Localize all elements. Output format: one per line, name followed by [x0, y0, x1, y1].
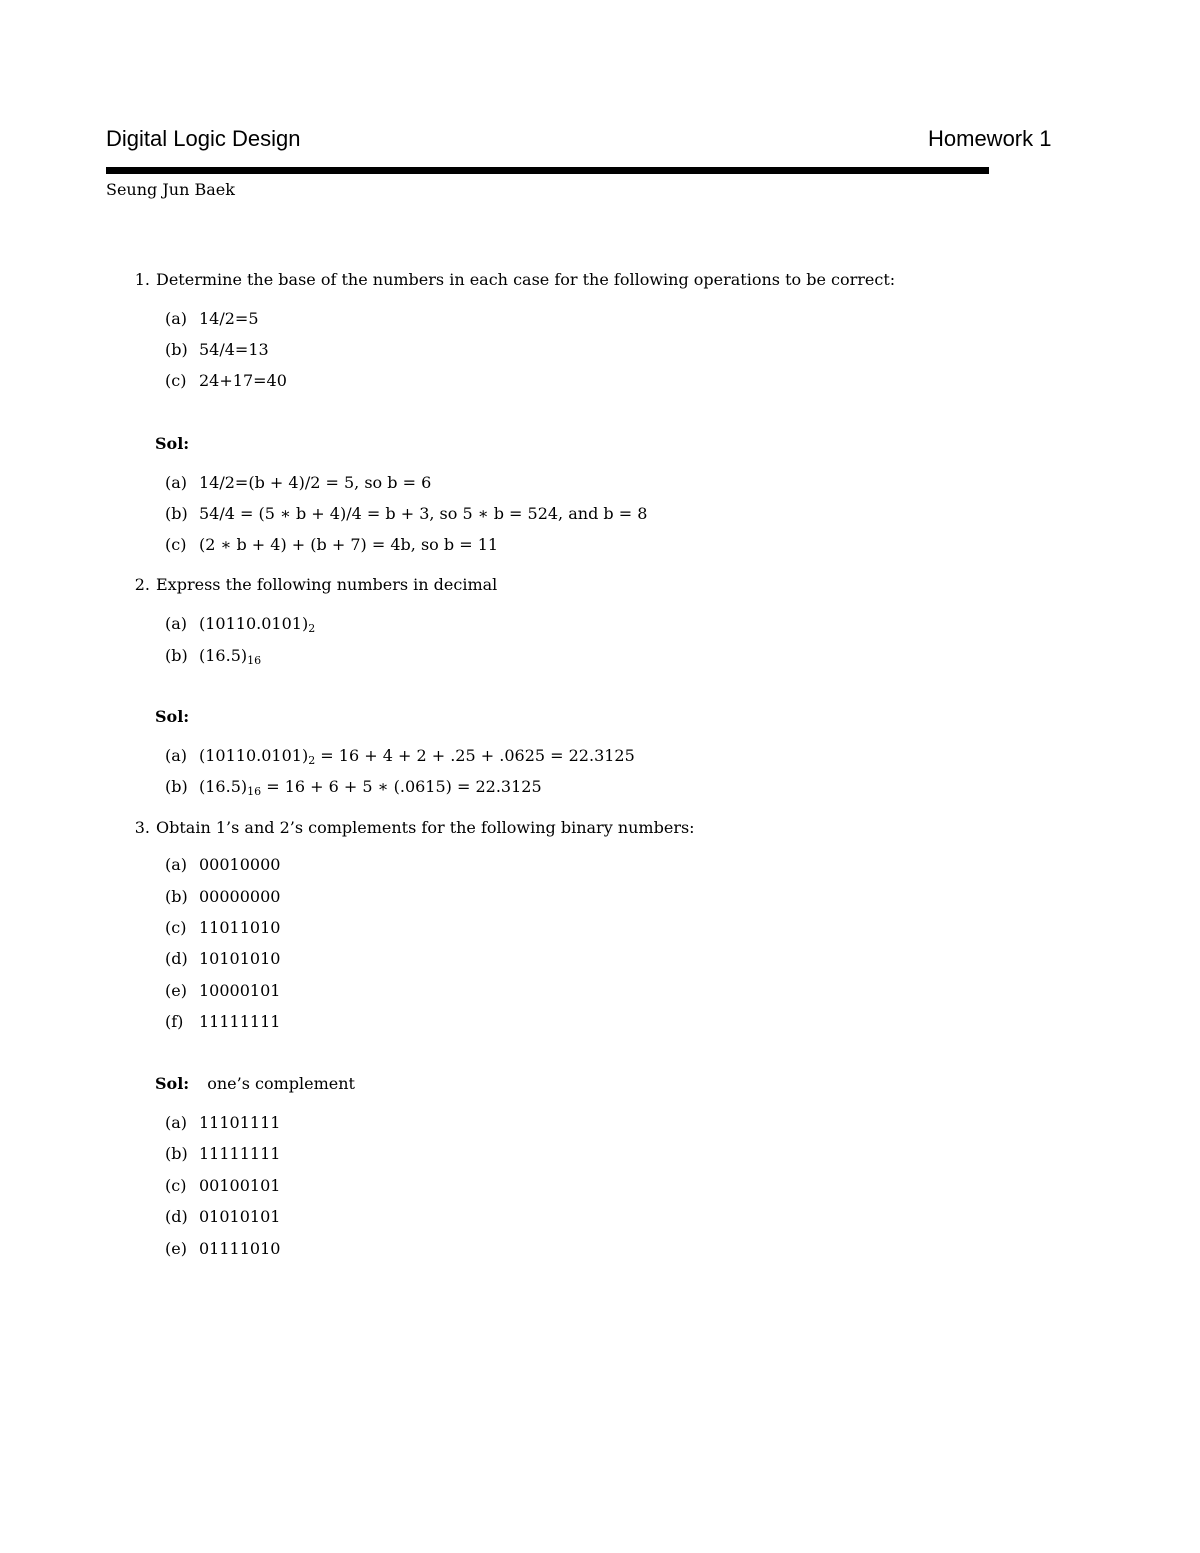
solution-heading: Sol:: [155, 707, 190, 726]
solution-item: (b) 11111111: [165, 1144, 281, 1163]
problem-1: [124, 270, 895, 289]
solution-item: (a) 11101111: [165, 1113, 281, 1132]
list-item: (c) 11011010: [165, 918, 281, 937]
solution-item: (b) $(16.5)_{16} = 16 + 6 + 5$ ∗ (.0615) = 22.3125: [165, 777, 542, 798]
list-item: (f) 11111111: [165, 1012, 281, 1031]
list-item: (b) $(16.5)_{16}$: [165, 646, 262, 667]
solution-item: (c) 00100101: [165, 1176, 281, 1195]
solution-item: (a) $(10110.0101)_2 = 16 + 4 + 2 + .25 + .0625 = 22.3125$: [165, 746, 635, 767]
problem-number: 3.: [134, 818, 150, 837]
header-rule: [106, 167, 989, 174]
list-item: (b) 54/4=13: [165, 340, 269, 359]
solution-heading: Sol:: [155, 434, 190, 453]
homework-label: Homework 1: [928, 126, 1052, 151]
solution-heading: Sol: one’s complement: [155, 1074, 355, 1093]
solution-item: (b) 54/4 = (5 ∗ b + 4)/4 = b + 3, so 5 ∗ b = 524, and b = 8: [165, 504, 648, 523]
problem-3: [124, 818, 695, 837]
solution-note: one’s complement: [207, 1074, 355, 1093]
document-title: Digital Logic Design: [106, 126, 301, 151]
problem-2: [124, 575, 497, 594]
problem-question: Determine the base of the numbers in each case for the following operations to be correct:: [156, 270, 896, 289]
problem-number: 2.: [134, 575, 150, 594]
solution-item: (c) (2 ∗ b + 4) + (b + 7) = 4b, so b = 11: [165, 535, 499, 554]
solution-item: (d) 01010101: [165, 1207, 281, 1226]
list-item: (d) 10101010: [165, 949, 281, 968]
list-item: (c) 24+17=40: [165, 371, 287, 390]
list-item: (a) 14/2=5: [165, 309, 259, 328]
list-item: (a) 00010000: [165, 855, 281, 874]
solution-item: (e) 01111010: [165, 1239, 281, 1258]
list-item: (a) $(10110.0101)_2$: [165, 614, 316, 635]
problem-question: Obtain 1’s and 2’s complements for the following binary numbers:: [156, 818, 695, 837]
problem-question: Express the following numbers in decimal: [156, 575, 498, 594]
problem-number: 1.: [134, 270, 150, 289]
solution-item: (a) 14/2=(b + 4)/2 = 5, so b = 6: [165, 473, 432, 492]
author-name: Seung Jun Baek: [106, 180, 235, 199]
list-item: (e) 10000101: [165, 981, 281, 1000]
list-item: (b) 00000000: [165, 887, 281, 906]
